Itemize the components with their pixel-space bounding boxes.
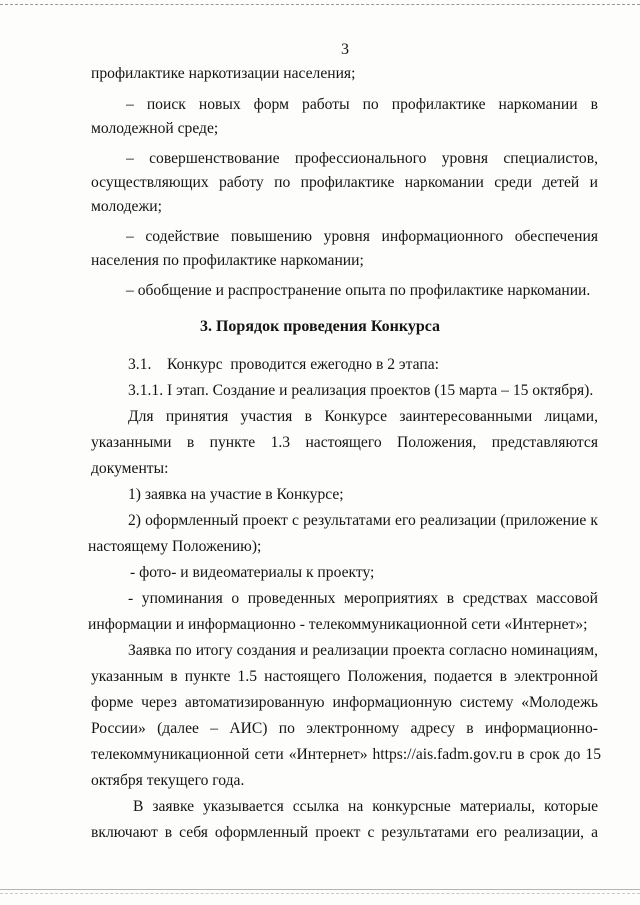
text-line: настоящему Положению); [88,538,262,555]
text-line: 2) оформленный проект с результатами его реализации (приложение к [128,512,598,529]
text-line: телекоммуникационной сети «Интернет» https://ais.fadm.gov.ru в срок до 15 [91,746,601,763]
text-line: Заявка по итогу создания и реализации проекта согласно номинациям, [128,642,598,659]
text-line: - упоминания о проведенных мероприятиях в средствах массовой [128,590,598,607]
text-line: 1) заявка на участие в Конкурсе; [128,486,344,503]
text-line: - фото- и видеоматериалы к проекту; [130,564,375,581]
text-line: В заявке указывается ссылка на конкурсные материалы, которые [133,798,598,815]
text-line: Для принятия участия в Конкурсе заинтересованными лицами, [128,408,598,425]
text-line: включают в себя оформленный проект с результатами его реализации, а [91,824,598,841]
text-line: документы: [91,460,169,477]
scan-edge-bottom [0,889,640,890]
text-line: профилактике наркотизации населения; [91,65,356,82]
text-line: информации и информационно - телекоммуникационной сети «Интернет»; [88,616,588,633]
scan-edge-top [0,4,640,5]
text-line: – содействие повышению уровня информационного обеспечения [126,228,598,245]
text-line: октября текущего года. [91,772,245,789]
section-heading: 3. Порядок проведения Конкурса [199,318,441,335]
scan-edge-bottom-secondary [0,893,640,894]
page-number: 3 [341,41,349,58]
text-line: населения по профилактике наркомании; [91,252,364,269]
text-line: форме через автоматизированную информационную систему «Молодежь [91,694,598,711]
text-line: – совершенствование профессионального уровня специалистов, [126,150,598,167]
text-line: 3.1. Конкурс проводится ежегодно в 2 этапа: [128,356,439,373]
text-line: 3.1.1. I этап. Создание и реализация проектов (15 марта – 15 октября). [128,382,594,399]
text-line: России» (далее – АИС) по электронному адресу в информационно- [91,720,598,737]
text-line: осуществляющих работу по профилактике наркомании среди детей и [91,174,598,191]
text-line: – поиск новых форм работы по профилактике наркомании в [126,96,598,113]
text-line: молодежи; [91,198,162,215]
text-line: молодежной среде; [91,120,219,137]
text-line: – обобщение и распространение опыта по профилактике наркомании. [126,282,591,299]
text-line: указанными в пункте 1.3 настоящего Положения, представляются [91,434,598,451]
text-line: указанным в пункте 1.5 настоящего Положения, подается в электронной [91,668,598,685]
